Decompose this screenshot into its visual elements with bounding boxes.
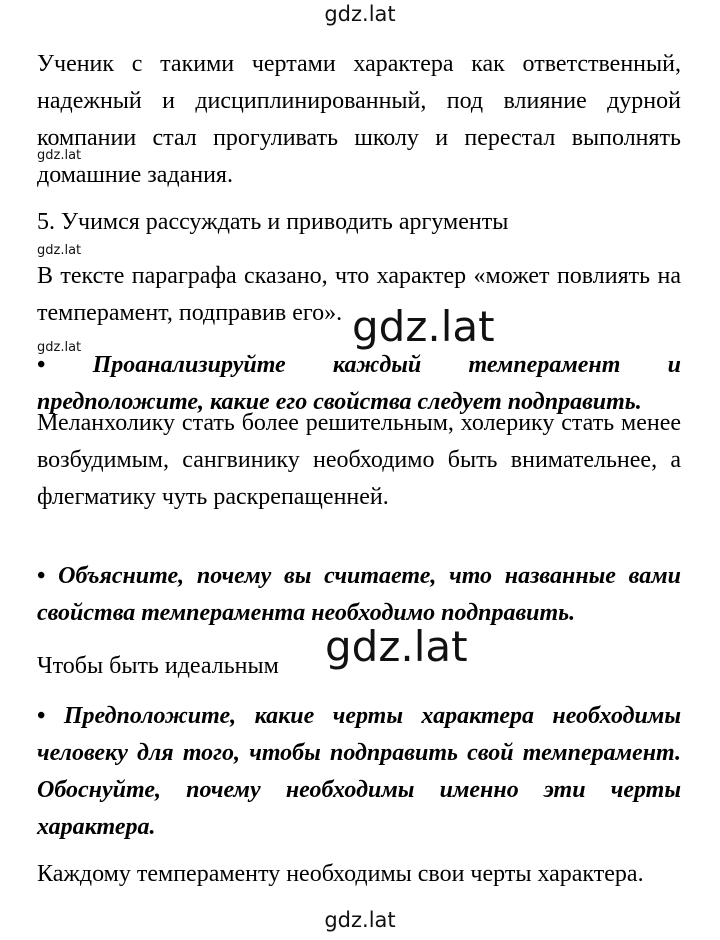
question-2 xyxy=(37,558,681,632)
watermark-large-1: gdz.lat xyxy=(352,302,495,351)
question-3 xyxy=(37,698,681,846)
context-paragraph: В тексте параграфа сказано, что характер «может повлиять на темперамент, подправив его». xyxy=(37,263,681,326)
question-1-text: Проанализируйте каждый темперамент и предположите, какие его свойства следует подправить. xyxy=(37,352,681,415)
answer-3: Каждому темпераменту необходимы свои черты характера. xyxy=(37,861,644,887)
watermark-bottom: gdz.lat xyxy=(324,908,396,932)
watermark-large-2: gdz.lat xyxy=(325,622,468,671)
watermark-small-2: gdz.lat xyxy=(37,243,82,258)
bullet-marker: • xyxy=(37,563,46,589)
question-2-text: Объясните, почему вы считаете, что названные вами свойства темперамента необходимо подправить. xyxy=(37,563,681,626)
section-heading: 5. Учимся рассуждать и приводить аргументы xyxy=(37,209,509,235)
answer-2: Чтобы быть идеальным xyxy=(37,653,279,679)
bullet-marker: • xyxy=(37,703,46,729)
watermark-top: gdz.lat xyxy=(324,2,396,26)
watermark-small-3: gdz.lat xyxy=(37,340,82,355)
answer-1: Меланхолику стать более решительным, холерику стать менее возбудимым, сангвинику необходимо быть внимательнее, а флегматику чуть раскрепащенней. xyxy=(37,410,681,510)
question-3-text: Предположите, какие черты характера необходимы человеку для того, чтобы подправить свой темперамент. Обоснуйте, почему необходимы именно эти черты характера. xyxy=(37,703,681,840)
answer-paragraph-student: Ученик с такими чертами характера как ответственный, надежный и дисциплинированный, под влияние дурной компании стал прогуливать школу и перестал выполнять домашние задания. xyxy=(37,51,681,188)
bullet-marker: • xyxy=(37,352,46,378)
watermark-small-1: gdz.lat xyxy=(37,148,82,163)
